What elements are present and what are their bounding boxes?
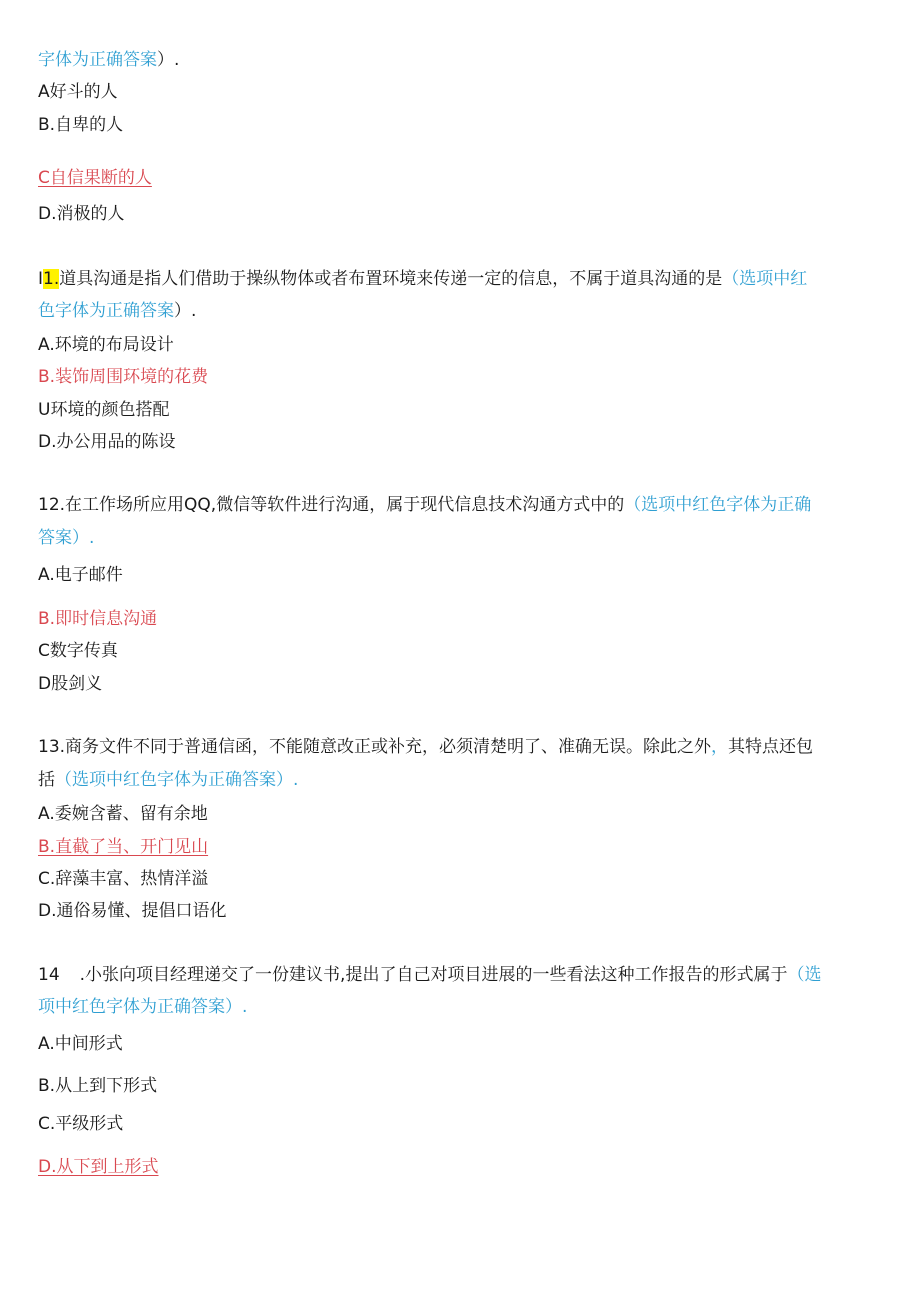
q11-option-a: A.环境的布局设计 [38, 335, 174, 355]
q14-option-b: B.从上到下形式 [38, 1076, 158, 1096]
q11-stem-line1 [38, 268, 807, 290]
q11-end-punct: ）. [174, 301, 197, 321]
q12-option-b-correct: B.即时信息沟通 [38, 609, 158, 629]
q14-number: 14 [38, 965, 60, 985]
q11-answer-hint-part1: （选项中红 [722, 269, 808, 289]
q10-end-punct: ）. [157, 50, 180, 70]
q11-number-highlight: 1. [43, 269, 60, 289]
q14-stem-line1 [38, 964, 821, 986]
q10-answer-hint: 字体为正确答案 [38, 50, 157, 70]
q13-stem-tail: 括 [38, 770, 55, 790]
q14-option-d-correct: D.从下到上形式 [38, 1157, 159, 1177]
q11-option-b-correct: B.装饰周围环境的花费 [38, 367, 209, 387]
q11-number-prefix: I [38, 269, 44, 289]
q13-answer-hint: （选项中红色字体为正确答案）. [55, 770, 299, 790]
q10-option-d: D.消极的人 [38, 204, 125, 224]
q10-option-b: B.自卑的人 [38, 115, 124, 135]
q11-stem: 道具沟通是指人们借助于操纵物体或者布置环境来传递一定的信息，不属于道具沟通的是 [59, 269, 723, 289]
q12-option-d: D股剑义 [38, 674, 103, 694]
q14-answer-hint-part2: 项中红色字体为正确答案）. [38, 997, 248, 1017]
q14-stem: .小张向项目经理递交了一份建议书,提出了自己对项目进展的一些看法这种工作报告的形式属于 [79, 965, 788, 985]
q13-option-a: A.委婉含蓄、留有余地 [38, 804, 208, 824]
q11-answer-hint-part2: 色字体为正确答案 [38, 301, 174, 321]
q13-stem-part2: 其特点还包 [728, 737, 814, 757]
q12-stem: 12.在工作场所应用QQ,微信等软件进行沟通，属于现代信息技术沟通方式中的 [38, 495, 625, 515]
q14-option-a: A.中间形式 [38, 1034, 123, 1054]
q13-option-d: D.通俗易懂、提倡口语化 [38, 901, 227, 921]
q14-answer-hint-part1: （选 [787, 965, 822, 985]
q13-comma: ， [711, 737, 729, 757]
q11-option-c: U环境的颜色搭配 [38, 400, 170, 420]
q10-option-c-correct: C自信果断的人 [38, 168, 152, 188]
q13-stem-line2 [38, 769, 298, 791]
q12-option-a: A.电子邮件 [38, 565, 123, 585]
q12-stem-line1 [38, 494, 811, 516]
q13-stem-part1: 13.商务文件不同于普通信函，不能随意改正或补充，必须清楚明了、准确无误。除此之外 [38, 737, 712, 757]
q14-option-c: C.平级形式 [38, 1114, 124, 1134]
q11-option-d: D.办公用品的陈设 [38, 432, 176, 452]
q12-answer-hint-part2: 答案）. [38, 528, 95, 548]
q10-option-a: A好斗的人 [38, 82, 118, 102]
q13-option-c: C.辞藻丰富、热情洋溢 [38, 869, 209, 889]
q12-option-c: C数字传真 [38, 641, 118, 661]
q11-stem-line2 [38, 300, 196, 322]
q13-option-b-correct: B.直截了当、开门见山 [38, 837, 209, 857]
q12-answer-hint-part1: （选项中红色字体为正确 [624, 495, 812, 515]
q10-stem-tail [38, 49, 179, 71]
q13-stem-line1 [38, 736, 813, 758]
